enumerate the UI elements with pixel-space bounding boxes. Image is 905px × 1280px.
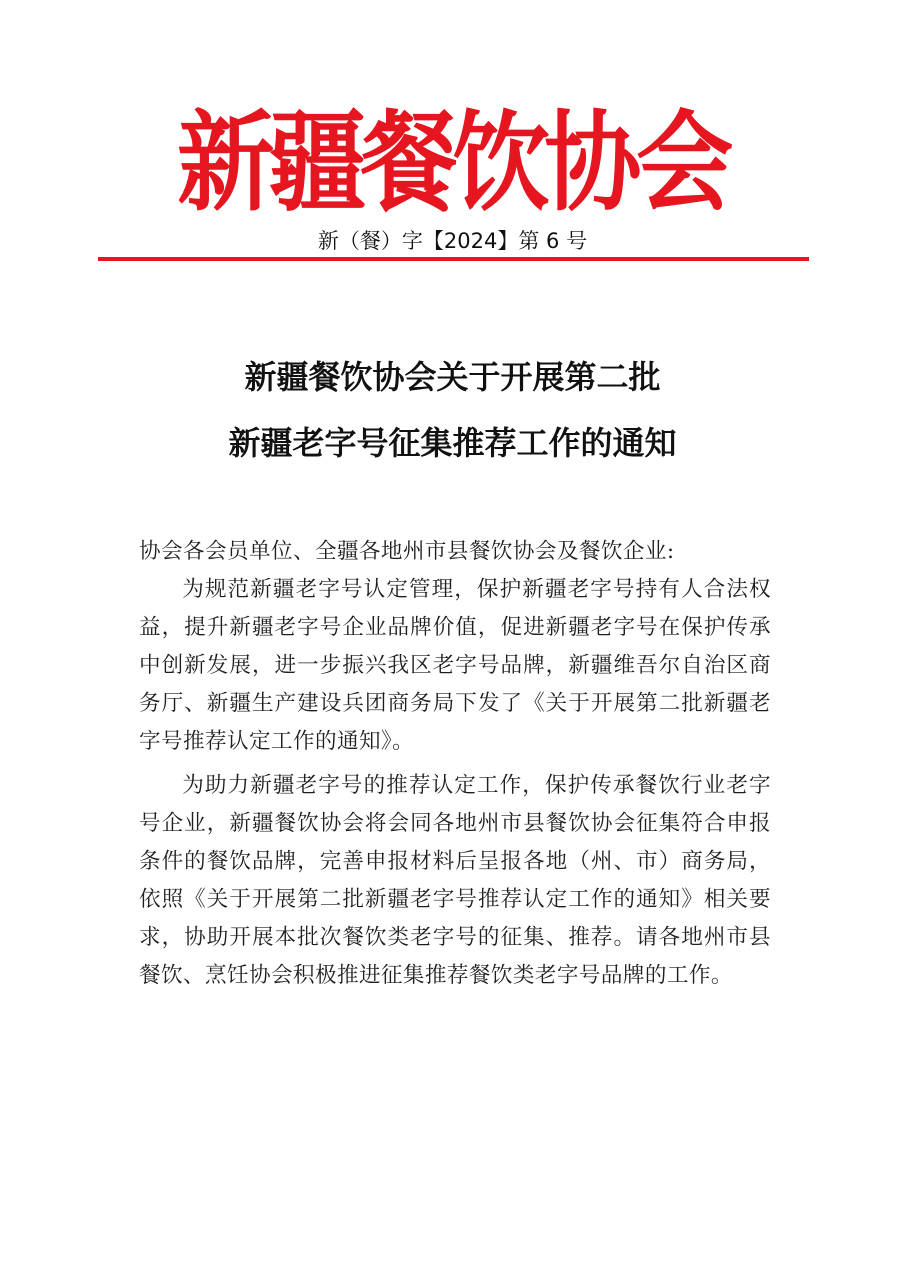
salutation: 协会各会员单位、全疆各地州市县餐饮协会及餐饮企业: [139,539,675,564]
header-red-rule [98,257,809,261]
document-body [139,533,771,995]
body-paragraph-2: 为助力新疆老字号的推荐认定工作，保护传承餐饮行业老字号企业，新疆餐饮协会将会同各地州市县餐饮协会征集符合申报条件的餐饮品牌，完善申报材料后呈报各地（州、市）商务局，依照《关于开展第二批新疆老字号推荐认定工作的通知》相关要求，协助开展本批次餐饮类老字号的征集、推荐。请各地州市县餐饮、烹饪协会积极推进征集推荐餐饮类老字号品牌的工作。 [139,773,771,988]
masthead-organization-name: 新疆餐饮协会 [177,100,728,226]
document-title-line-2: 新疆老字号征集推荐工作的通知 [228,424,677,462]
document-title-line-1: 新疆餐饮协会关于开展第二批 [244,358,661,396]
document-number: 新（餐）字【2024】第 6 号 [317,229,588,253]
body-paragraph-1: 为规范新疆老字号认定管理，保护新疆老字号持有人合法权益，提升新疆老字号企业品牌价值，促进新疆老字号在保护传承中创新发展，进一步振兴我区老字号品牌，新疆维吾尔自治区商务厅、新疆生产建设兵团商务局下发了《关于开展第二批新疆老字号推荐认定工作的通知》。 [139,577,771,754]
